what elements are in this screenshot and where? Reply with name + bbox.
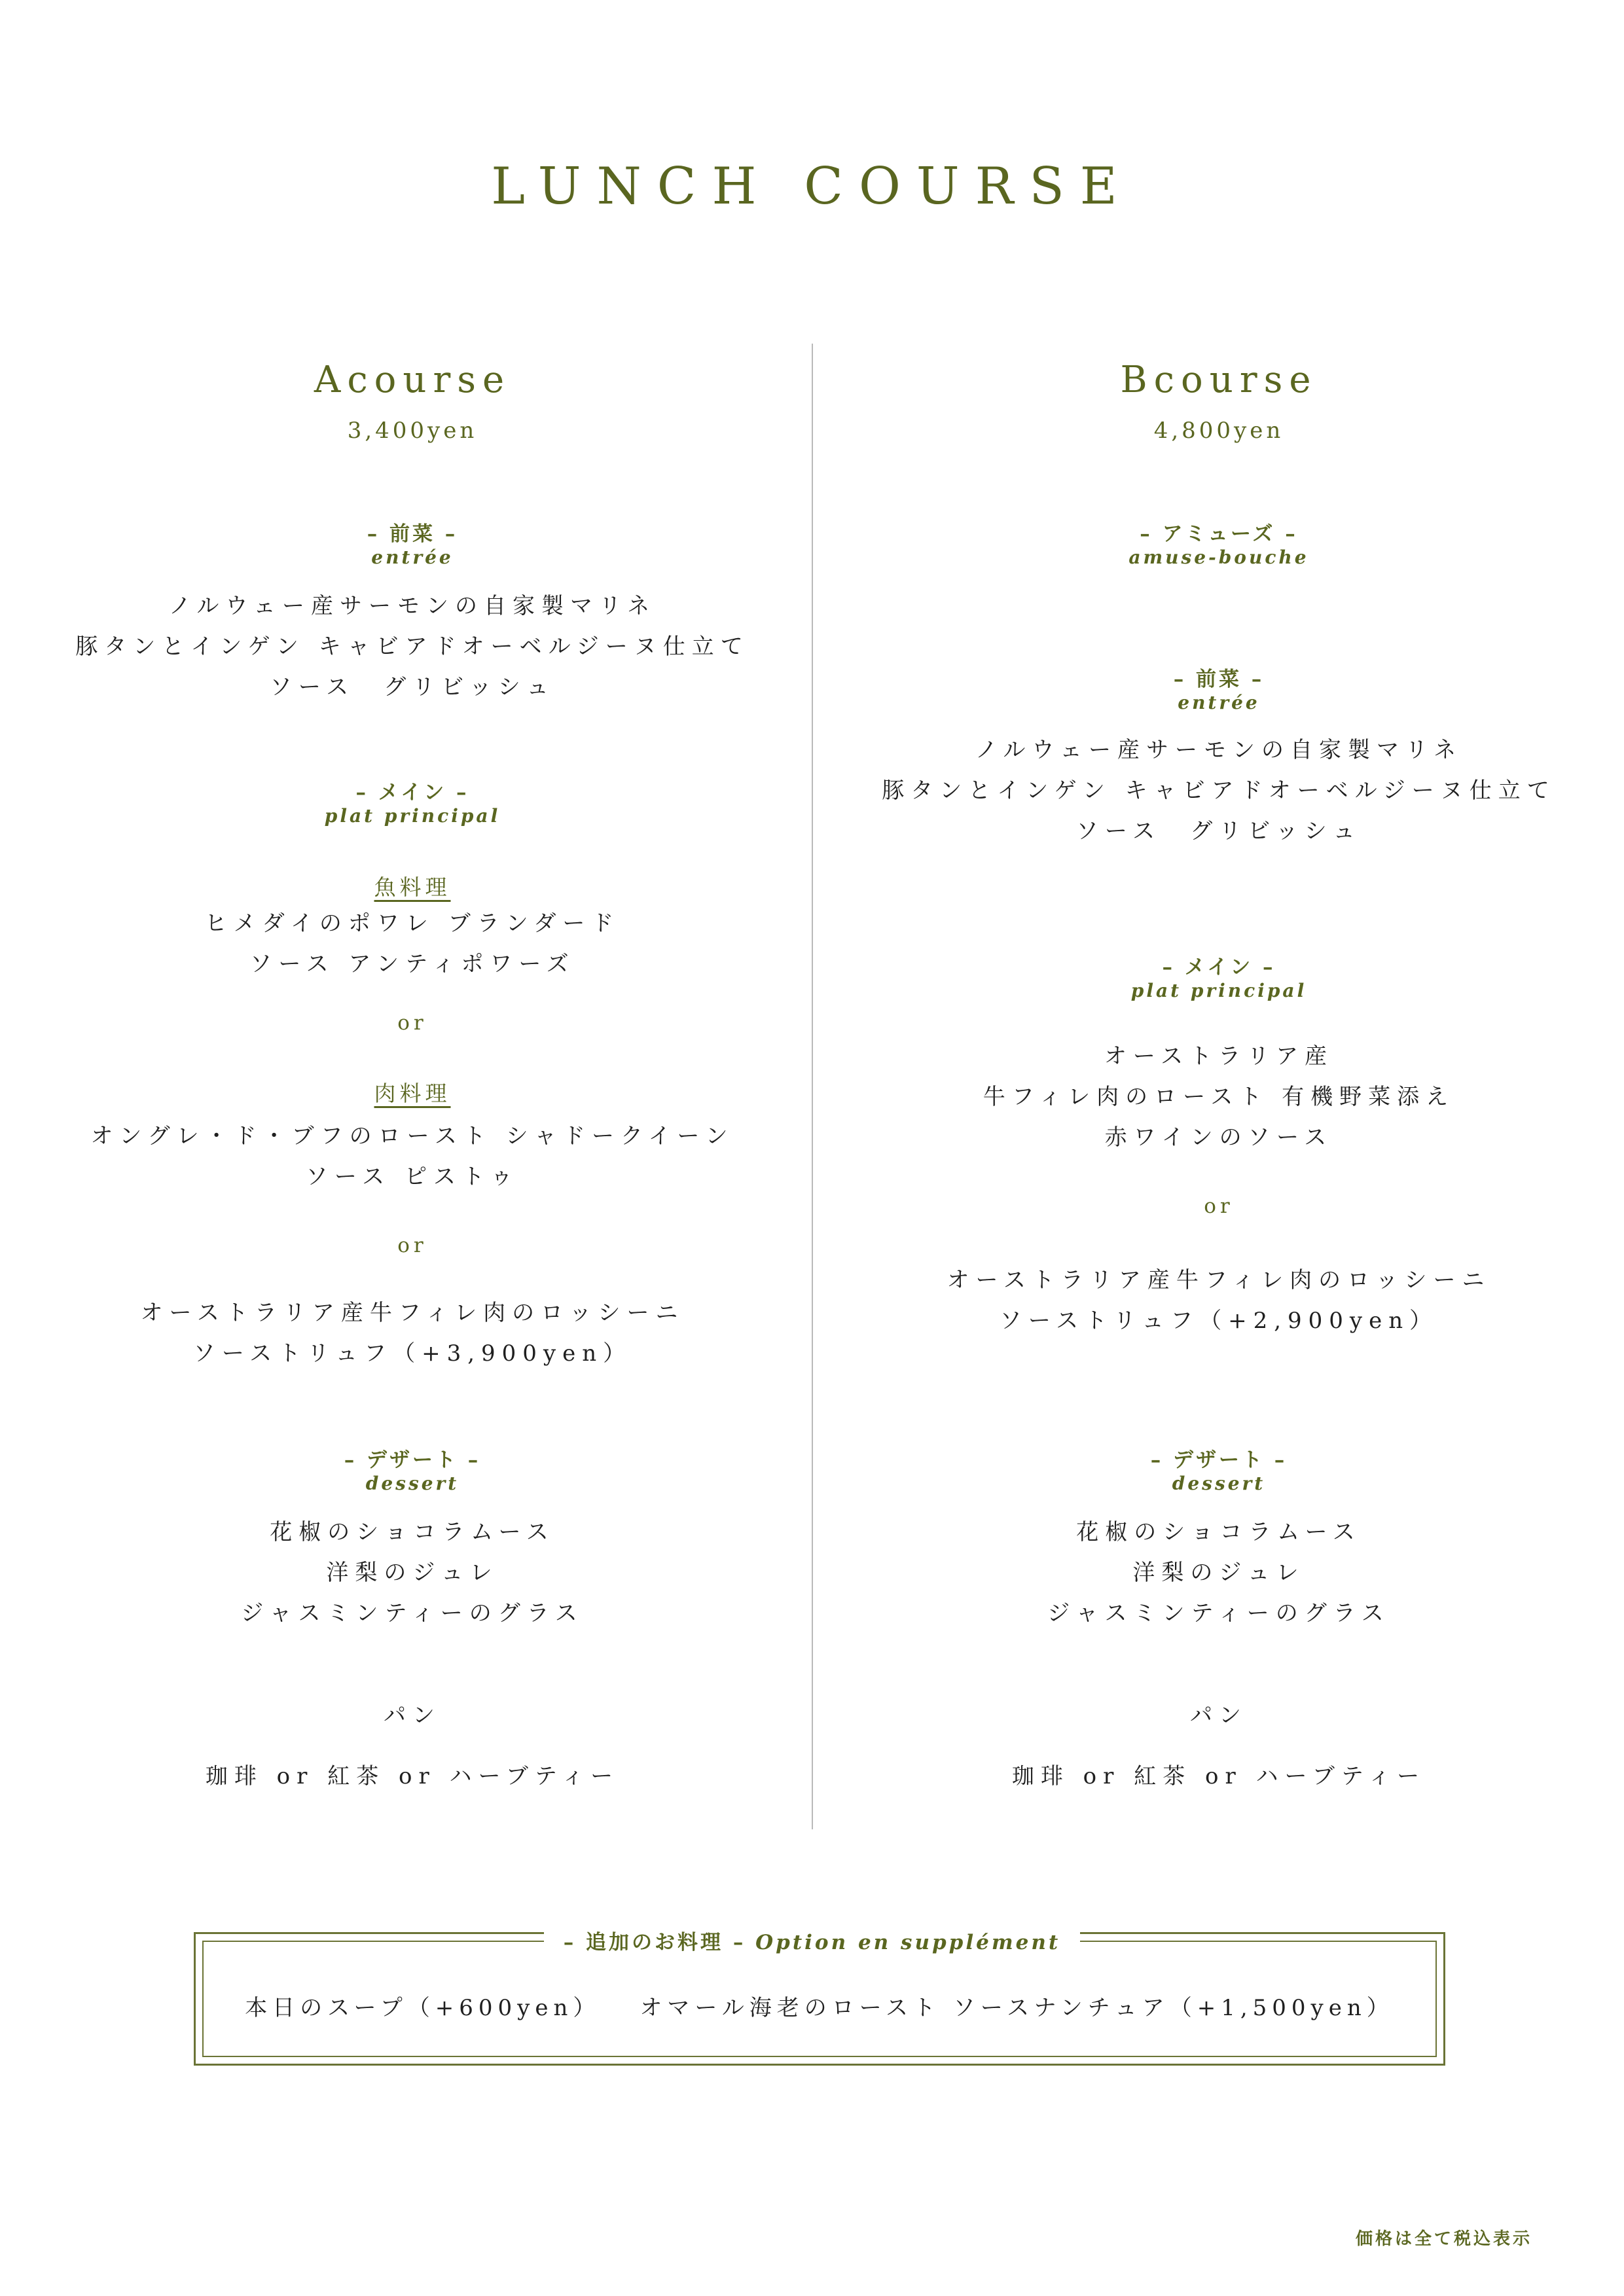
dish-line: ソース グリビッシュ <box>269 674 556 700</box>
option-label-fr: Option en supplément <box>755 1931 1061 1954</box>
dish-line: ノルウェー産サーモンの自家製マリネ <box>975 737 1463 763</box>
section-title-jp: – メイン – <box>355 781 469 804</box>
premium-dish <box>20 1293 805 1374</box>
dish-line: ノルウェー産サーモンの自家製マリネ <box>168 593 657 619</box>
course-b-amuse-heading <box>826 517 1612 568</box>
course-a-entree-dish <box>20 586 805 708</box>
course-b-entree-dish <box>826 730 1612 852</box>
course-a-name: Acourse <box>314 359 511 401</box>
dish-line: ソーストリュフ（+3,900yen） <box>192 1340 632 1367</box>
dish-line: 花椒のショコラムース <box>270 1519 555 1545</box>
dish-line: ソーストリュフ（+2,900yen） <box>999 1308 1439 1334</box>
fish-dish <box>20 903 805 984</box>
tax-footnote: 価格は全て税込表示 <box>1355 2229 1532 2249</box>
dish-line: ジャスミンティーのグラス <box>1047 1600 1390 1626</box>
option-items <box>194 1990 1445 2022</box>
course-b-entree-heading <box>826 662 1612 713</box>
column-divider <box>812 344 813 1829</box>
section-title-fr: dessert <box>365 1473 460 1494</box>
drink-line: 珈琲 or 紅茶 or ハーブティー <box>1011 1763 1426 1789</box>
bread-line: パン <box>384 1702 441 1729</box>
dish-line: ソース ピストゥ <box>305 1164 520 1190</box>
dish-line: ソース アンティポワーズ <box>249 951 575 977</box>
bread-line: パン <box>1190 1702 1248 1729</box>
option-item-lobster: オマール海老のロースト ソースナンチュア（+1,500yen） <box>640 1995 1394 2021</box>
section-title-fr: dessert <box>1172 1473 1266 1494</box>
dish-line: 花椒のショコラムース <box>1076 1519 1362 1545</box>
course-a-main-heading <box>20 776 805 827</box>
section-title-fr: entrée <box>1178 692 1260 713</box>
premium-dish <box>826 1260 1612 1341</box>
dish-line: オーストラリア産牛フィレ肉のロッシーニ <box>947 1267 1491 1293</box>
or-separator: or <box>397 1234 427 1257</box>
section-title-jp: – デザート – <box>344 1448 481 1472</box>
section-title-fr: plat principal <box>1130 980 1307 1001</box>
section-title-jp: – アミューズ – <box>1140 522 1298 546</box>
dish-line: 豚タンとインゲン キャビアドオーベルジーヌ仕立て <box>75 634 749 660</box>
section-title-jp: – メイン – <box>1162 956 1276 979</box>
dish-line: ジャスミンティーのグラス <box>241 1600 584 1626</box>
course-a-price: 3,400yen <box>347 418 478 444</box>
dish-line: 洋梨のジュレ <box>326 1560 499 1586</box>
course-b-main-heading <box>826 950 1612 1001</box>
option-box-label <box>0 1926 1624 1955</box>
fish-label: 魚料理 <box>374 874 451 900</box>
or-separator: or <box>1204 1194 1234 1218</box>
dish-line: ヒメダイのポワレ ブランダード <box>204 910 621 937</box>
section-title-fr: amuse-bouche <box>1128 547 1309 568</box>
meat-dish <box>20 1116 805 1197</box>
section-title-fr: plat principal <box>324 805 501 827</box>
dish-line: オーストラリア産牛フィレ肉のロッシーニ <box>140 1300 685 1326</box>
option-label-jp: – 追加のお料理 – <box>563 1931 746 1954</box>
section-title-jp: – デザート – <box>1150 1448 1288 1472</box>
page-title: LUNCH COURSE <box>491 157 1133 216</box>
drink-line: 珈琲 or 紅茶 or ハーブティー <box>205 1763 620 1789</box>
option-label-wrap <box>544 1931 1080 1954</box>
course-a-dessert-dish <box>20 1512 805 1634</box>
section-title-jp: – 前菜 – <box>1173 668 1265 691</box>
course-b-price: 4,800yen <box>1153 418 1284 444</box>
dish-line: 洋梨のジュレ <box>1132 1560 1305 1586</box>
dish-line: ソース グリビッシュ <box>1075 818 1362 844</box>
dish-line: オーストラリア産 <box>1104 1043 1334 1069</box>
or-separator: or <box>397 1011 427 1035</box>
dish-line: 赤ワインのソース <box>1104 1124 1333 1151</box>
section-title-jp: – 前菜 – <box>367 522 458 546</box>
option-item-soup: 本日のスープ（+600yen） <box>245 1995 601 2021</box>
dish-line: 牛フィレ肉のロースト 有機野菜添え <box>983 1084 1455 1110</box>
course-b-dessert-dish <box>826 1512 1612 1634</box>
course-a-dessert-heading <box>20 1443 805 1494</box>
course-b-dessert-heading <box>826 1443 1612 1494</box>
course-a-entree-heading <box>20 517 805 568</box>
meat-label: 肉料理 <box>374 1081 451 1106</box>
dish-line: 豚タンとインゲン キャビアドオーベルジーヌ仕立て <box>882 778 1556 804</box>
section-title-fr: entrée <box>371 547 454 568</box>
dish-line: オングレ・ド・ブフのロースト シャドークイーン <box>90 1123 734 1149</box>
course-b-main-dish <box>826 1036 1612 1158</box>
course-b-name: Bcourse <box>1120 359 1318 401</box>
